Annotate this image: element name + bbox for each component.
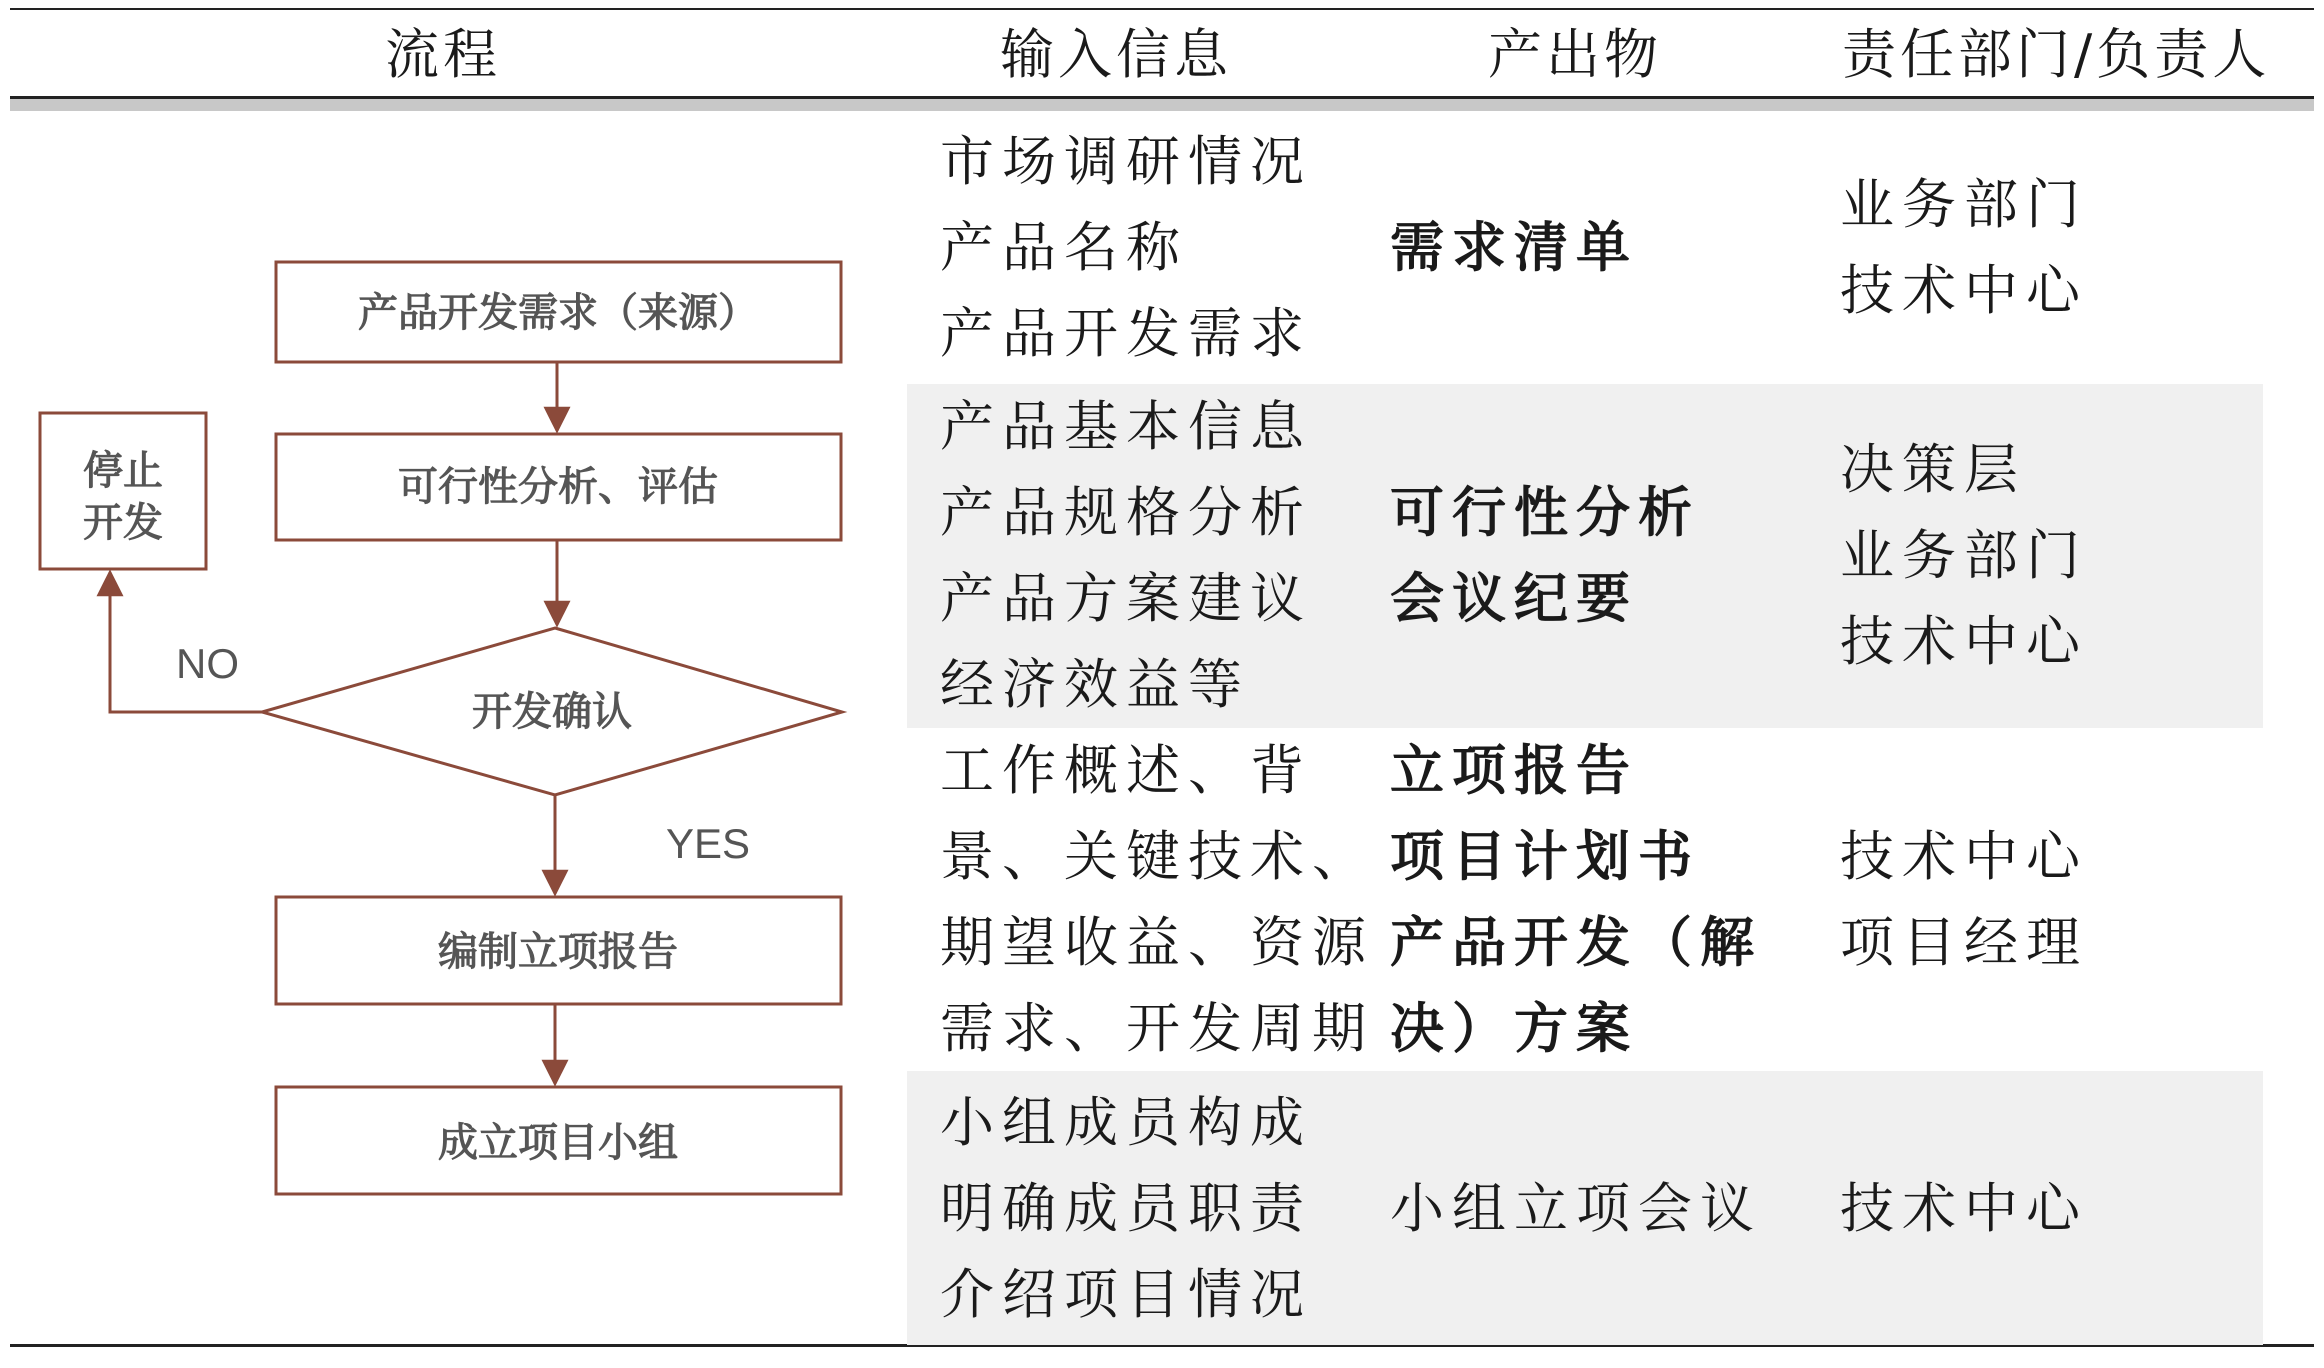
row3-input <box>940 728 1374 1072</box>
row2-output <box>1390 470 1700 642</box>
flow-decision-label: 开发确认 <box>472 689 632 735</box>
row4-input-line: 小组成员构成 <box>940 1091 1312 1154</box>
row3-input-line: 期望收益、资源 <box>940 911 1374 974</box>
process-flowchart <box>0 0 900 1368</box>
row1-input-line: 市场调研情况 <box>940 130 1312 193</box>
row1-output <box>1390 205 1638 291</box>
row2-output-line: 会议纪要 <box>1390 567 1638 630</box>
row4-input <box>940 1080 1312 1338</box>
row2-input-line: 产品规格分析 <box>940 481 1312 544</box>
row1-owner-line: 业务部门 <box>1840 173 2088 236</box>
header-input: 输入信息 <box>1000 23 1232 86</box>
flow-step-demand-label: 产品开发需求（来源） <box>358 290 758 336</box>
row2-input <box>940 384 1312 728</box>
row4-input-line: 介绍项目情况 <box>940 1263 1312 1326</box>
header-owner: 责任部门/负责人 <box>1842 23 2271 86</box>
row2-input-line: 产品基本信息 <box>940 395 1312 458</box>
row3-output-line: 决）方案 <box>1390 997 1638 1060</box>
row2-output-line: 可行性分析 <box>1390 481 1700 544</box>
row2-input-line: 经济效益等 <box>940 653 1250 716</box>
row3-input-line: 工作概述、背 <box>940 739 1312 802</box>
row4-output-line: 小组立项会议 <box>1390 1177 1762 1240</box>
row3-owner-line: 技术中心 <box>1840 825 2088 888</box>
flow-stop-label-line2: 开发 <box>83 500 163 546</box>
row4-owner <box>1840 1166 2088 1252</box>
row4-output <box>1390 1166 1762 1252</box>
flow-no-label: NO <box>176 640 239 687</box>
row1-input-line: 产品名称 <box>940 216 1188 279</box>
header-output: 产出物 <box>1488 23 1662 86</box>
row1-owner <box>1840 162 2088 334</box>
row3-owner-line: 项目经理 <box>1840 911 2088 974</box>
flow-step-report-label: 编制立项报告 <box>438 929 678 975</box>
row3-output-line: 项目计划书 <box>1390 825 1700 888</box>
header-process: 流程 <box>385 23 501 86</box>
flow-yes-label: YES <box>666 820 751 867</box>
row4-input-line: 明确成员职责 <box>940 1177 1312 1240</box>
row3-input-line: 景、关键技术、 <box>940 825 1374 888</box>
flow-stop-label-line1: 停止 <box>83 448 163 494</box>
flow-step-team-label: 成立项目小组 <box>438 1120 678 1166</box>
row4-owner-line: 技术中心 <box>1840 1177 2088 1240</box>
row3-output <box>1390 728 1762 1072</box>
row1-input-line: 产品开发需求 <box>940 302 1312 365</box>
row1-output-line: 需求清单 <box>1390 216 1638 279</box>
row1-input <box>940 119 1312 377</box>
row3-output-line: 立项报告 <box>1390 739 1638 802</box>
row2-owner <box>1840 427 2088 685</box>
row3-owner <box>1840 814 2088 986</box>
row2-owner-line: 技术中心 <box>1840 610 2088 673</box>
row1-owner-line: 技术中心 <box>1840 259 2088 322</box>
flow-step-feasibility-label: 可行性分析、评估 <box>398 464 718 510</box>
row2-owner-line: 决策层 <box>1840 438 2026 501</box>
row2-input-line: 产品方案建议 <box>940 567 1312 630</box>
row3-input-line: 需求、开发周期 <box>940 997 1374 1060</box>
row2-owner-line: 业务部门 <box>1840 524 2088 587</box>
row3-output-line: 产品开发（解 <box>1390 911 1762 974</box>
